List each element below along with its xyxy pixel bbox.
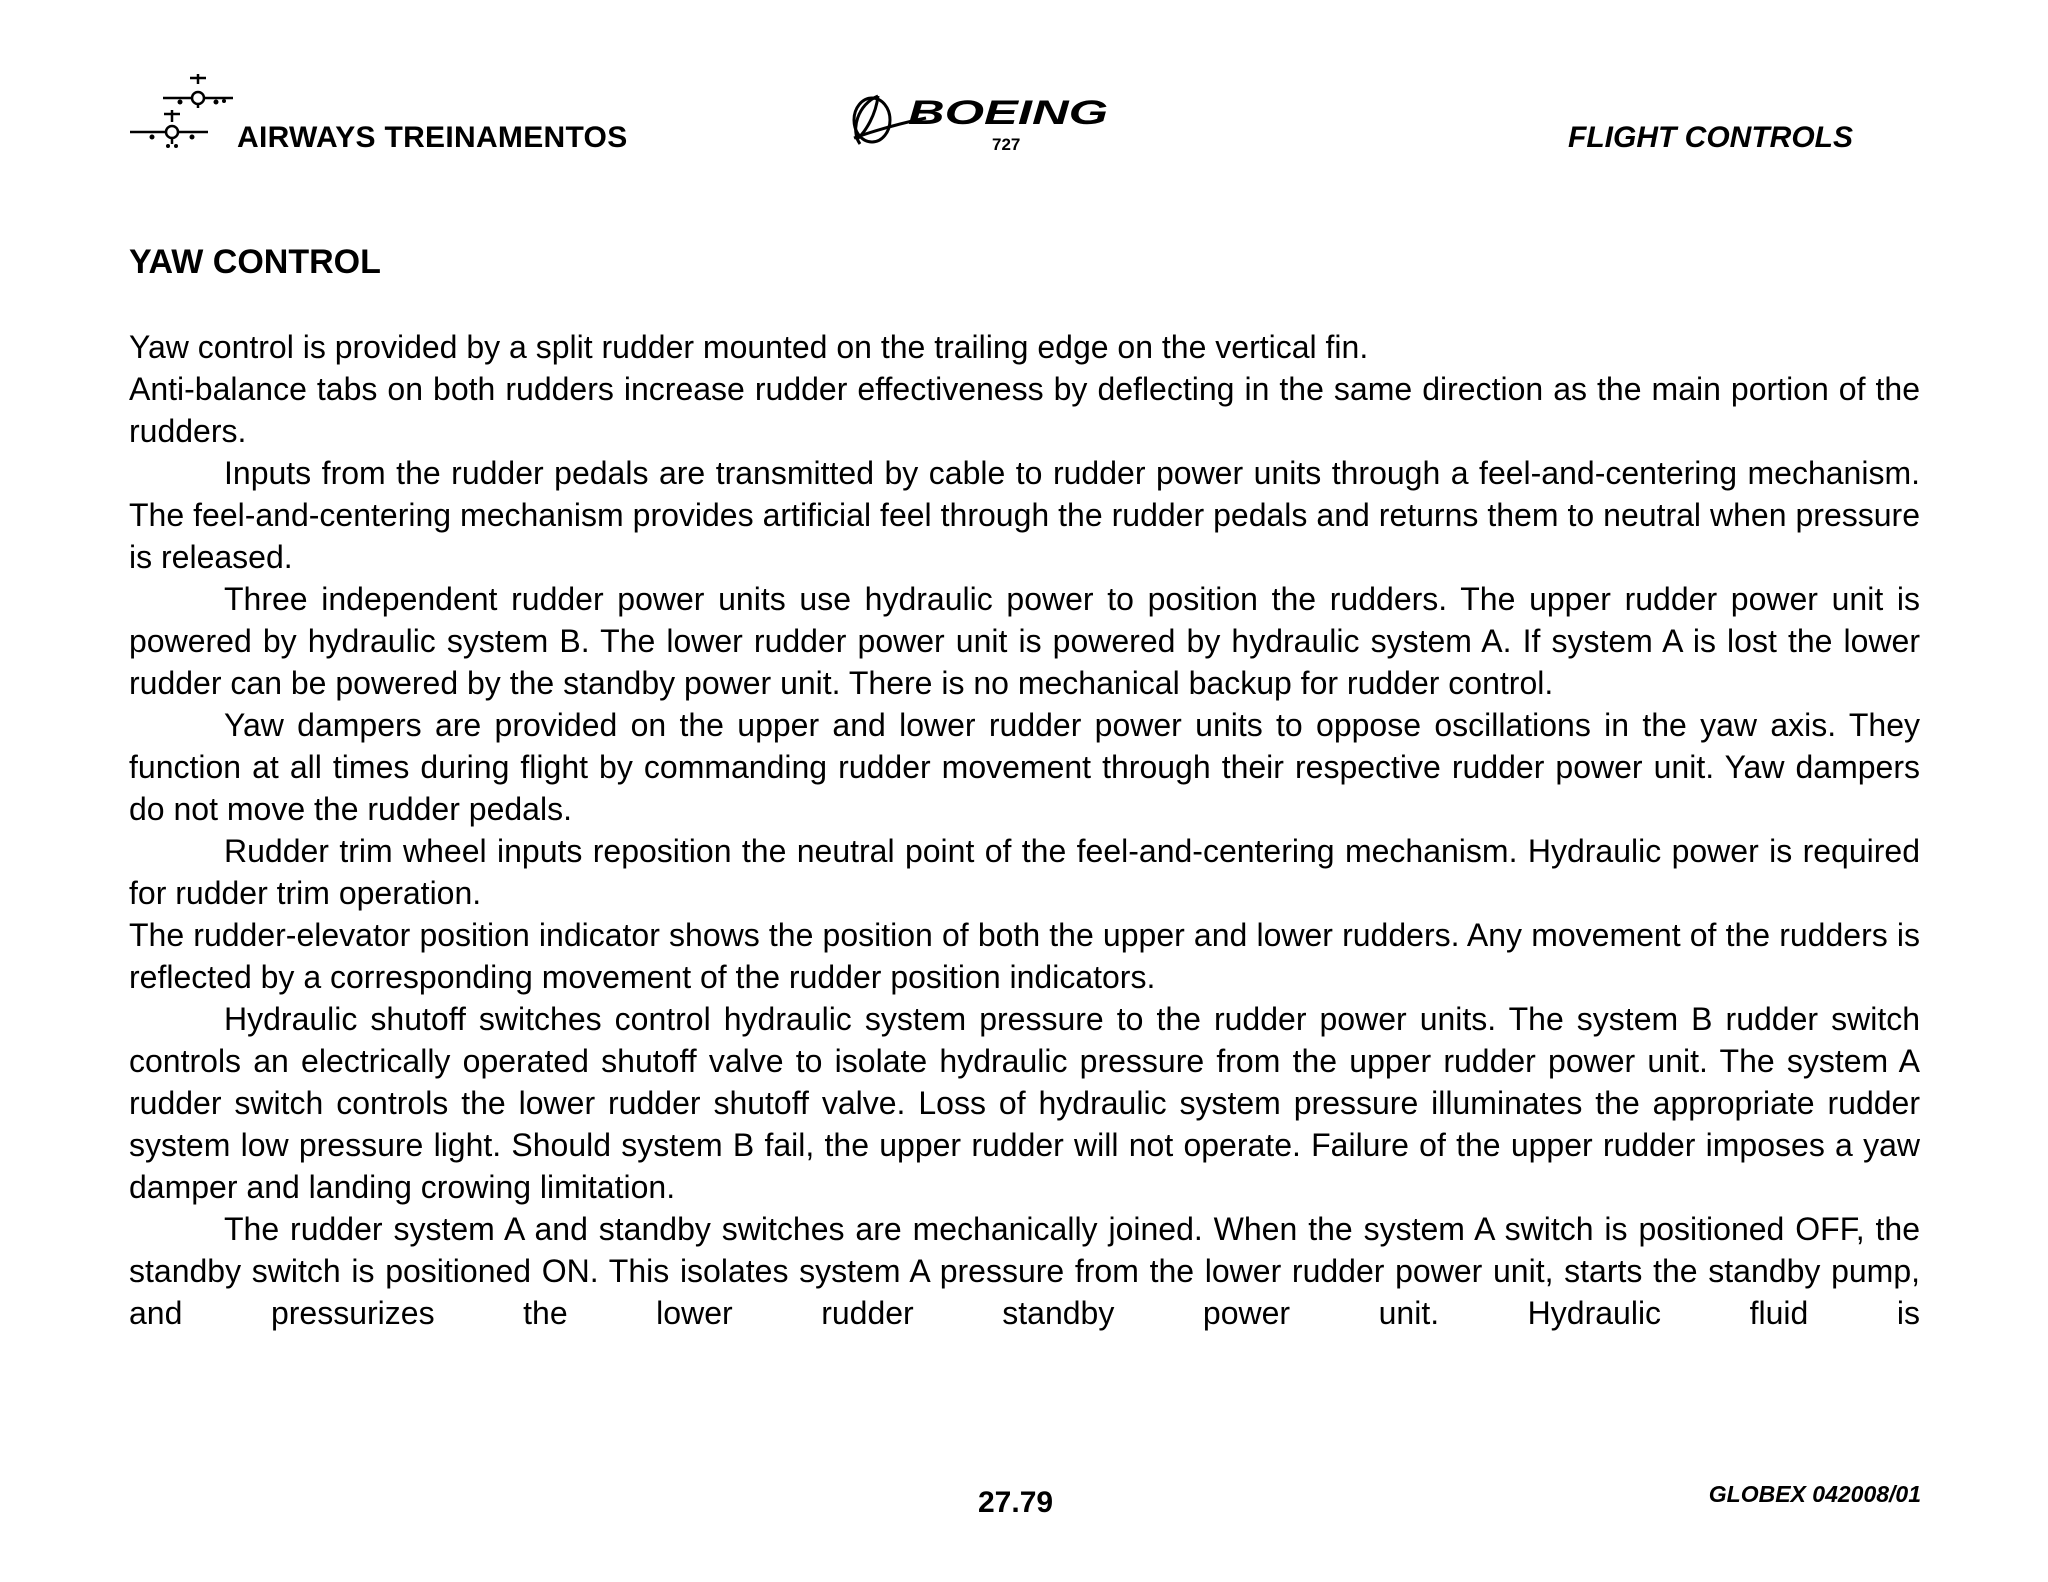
document-code: GLOBEX 042008/01 [1708,1481,1921,1507]
paragraph: Inputs from the rudder pedals are transmitted by cable to rudder power units through a feel-and-centering mechanism. The feel-and-centering mechanism provides artificial feel through the rudder pedals and returns them to neutral when pressure is released. [129,455,1920,575]
section-name: FLIGHT CONTROLS [1568,121,1853,154]
paragraph: Yaw dampers are provided on the upper and lower rudder power units to oppose oscillations in the yaw axis. They function at all times during flight by commanding rudder movement through their respective rudder power unit. Yaw dampers do not move the rudder pedals. [129,707,1920,827]
paragraph: Yaw control is provided by a split rudder mounted on the trailing edge on the vertical fin. [129,329,1369,365]
body-text [129,326,1920,1334]
brand-model: 727 [992,135,1021,154]
page-title: YAW CONTROL [129,243,381,281]
page-number: 27.79 [978,1486,1054,1519]
paragraph: Three independent rudder power units use hydraulic power to position the rudders. The upper rudder power unit is powered by hydraulic system B. The lower rudder power unit is powered by hydraulic system A. If system A is lost the lower rudder can be powered by the standby power unit. There is no mechanical backup for rudder control. [129,581,1920,701]
airplanes-logo-icon [128,72,240,150]
paragraph: Hydraulic shutoff switches control hydraulic system pressure to the rudder power units. The system B rudder switch controls an electrically operated shutoff valve to isolate hydraulic pressure from the upper rudder power unit. The system A rudder switch controls the lower rudder shutoff valve. Loss of hydraulic system pressure illuminates the appropriate rudder system low pressure light. Should system B fail, the upper rudder will not operate. Failure of the upper rudder imposes a yaw damper and landing crowing limitation. [129,1001,1920,1205]
paragraph: Anti-balance tabs on both rudders increase rudder effectiveness by deflecting in the same direction as the main portion of the rudders. [129,371,1920,449]
paragraph: The rudder-elevator position indicator shows the position of both the upper and lower rudders. Any movement of the rudders is reflected by a corresponding movement of the rudder position indicators. [129,917,1920,995]
paragraph: The rudder system A and standby switches are mechanically joined. When the system A switch is positioned OFF, the standby switch is positioned ON. This isolates system A pressure from the lower rudder power unit, starts the standby pump, and pressurizes the lower rudder standby power unit. Hydraulic fluid is [129,1211,1920,1331]
paragraph: Rudder trim wheel inputs reposition the neutral point of the feel-and-centering mechanism. Hydraulic power is required for rudder trim operation. [129,833,1920,911]
boeing-logo-icon [846,86,1116,154]
company-name: AIRWAYS TREINAMENTOS [237,121,628,154]
brand-wordmark: BOEING [908,94,1108,132]
